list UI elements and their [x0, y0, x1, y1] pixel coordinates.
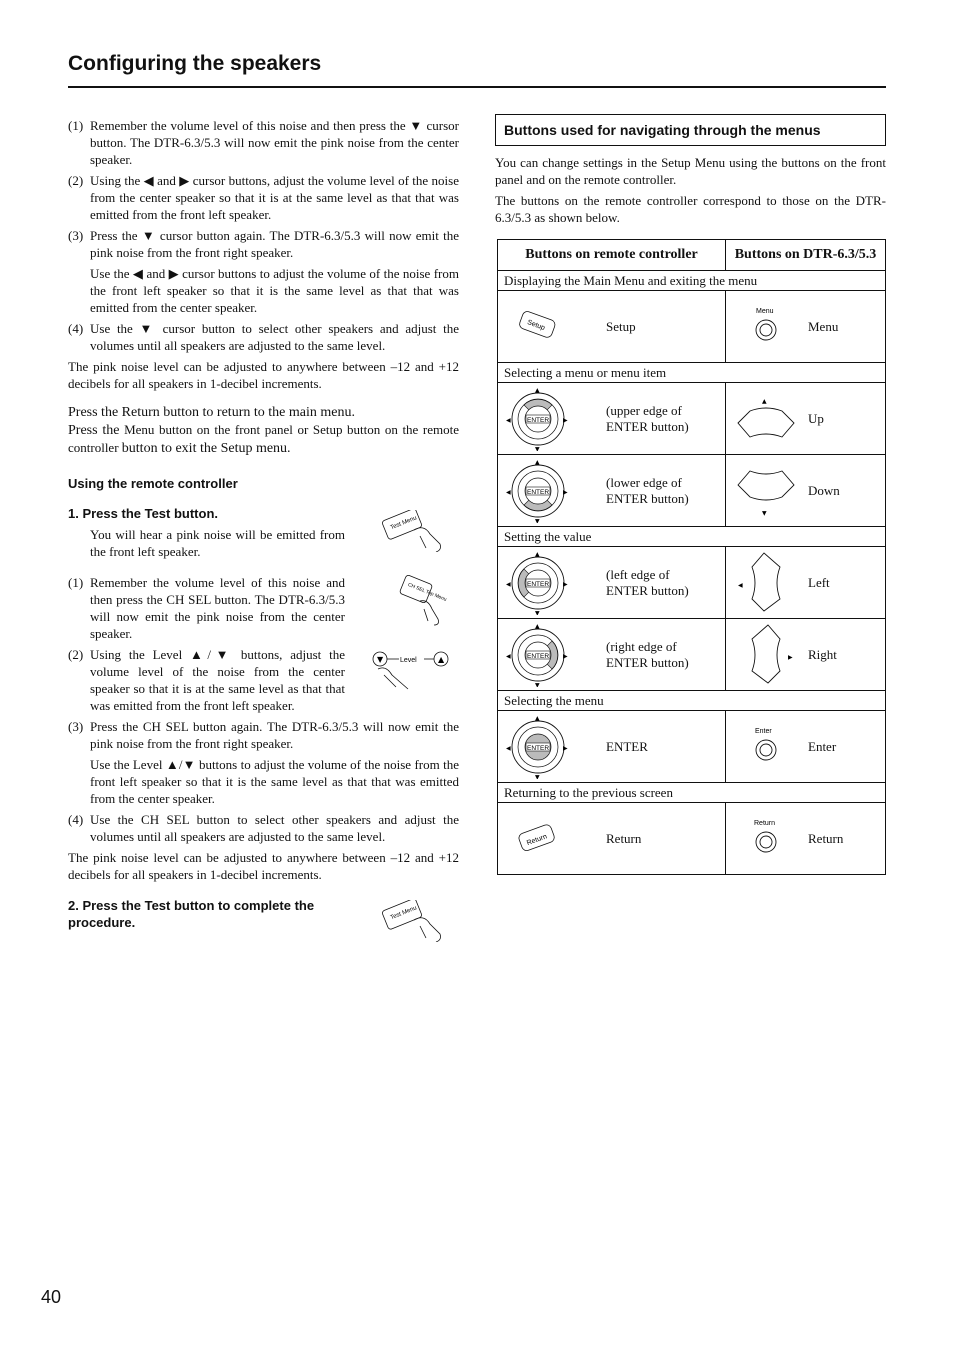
nav-buttons-heading: Buttons used for navigating through the menus	[495, 114, 886, 146]
svg-text:▶: ▶	[563, 653, 568, 660]
list-item	[68, 718, 459, 752]
remote-label-2: ENTER button)	[606, 654, 689, 670]
table-row	[498, 711, 886, 783]
enter-dial-center-icon	[506, 715, 570, 779]
svg-text:▼: ▼	[762, 510, 767, 517]
remote-label: ENTER	[606, 738, 648, 754]
svg-text:▲: ▲	[762, 398, 767, 405]
unit-label: Left	[808, 574, 830, 590]
list-item	[68, 172, 459, 223]
pink-noise-note-2: The pink noise level can be adjusted to anywhere between –12 and +12 decibels for all speakers in 1-decibel increments.	[68, 850, 459, 882]
unit-label: Enter	[808, 738, 837, 754]
nav-para-1: You can change settings in the Setup Menu using the buttons on the front panel and on the remote controller.	[495, 155, 886, 187]
remote-heading: Using the remote controller	[68, 476, 238, 491]
chsel-label: CH SEL Top Menu	[406, 581, 448, 603]
return-icon-label: Return	[525, 833, 549, 848]
item-text: Use the CH SEL button to select other speakers and adjust the volumes until all speakers are adjusted to the same level.	[90, 812, 459, 844]
remote-label-1: (lower edge of	[606, 474, 682, 490]
enter-dial-right-icon	[506, 623, 570, 687]
return-line: Press the Return button to return to the main menu.	[68, 405, 355, 420]
enter-dial-down-icon	[506, 459, 570, 523]
section-row	[498, 691, 886, 711]
unit-label: Right	[808, 646, 837, 662]
unit-label: Down	[808, 482, 840, 498]
list-item	[68, 320, 459, 354]
table-header-row	[498, 240, 886, 271]
svg-text:▲: ▲	[535, 387, 540, 394]
svg-text:▼: ▼	[535, 774, 540, 779]
list-item	[68, 811, 459, 845]
level-button-hand-icon	[368, 647, 452, 691]
table-row	[498, 619, 886, 691]
section-row	[498, 271, 886, 291]
item-text: Using the Level ▲/▼ buttons, adjust the volume level of the noise from the center speaker so that it is at the same level as that that was emitted from the front left speaker.	[90, 647, 345, 713]
step1-title: 1. Press the Test button.	[68, 506, 219, 521]
return-unit-icon-label: Return	[754, 820, 776, 827]
down-button-icon	[736, 463, 800, 519]
exit-line	[68, 421, 459, 457]
list-item	[68, 227, 459, 261]
table-row	[498, 291, 886, 363]
unit-label: Return	[808, 830, 844, 846]
item-number: (2)	[68, 647, 84, 662]
enter-dial-up-icon	[506, 387, 570, 451]
test-button-hand-icon	[380, 510, 446, 552]
svg-text:▼: ▼	[535, 518, 540, 523]
menu-icon-label: Menu	[756, 308, 774, 315]
enter-dial-left-icon	[506, 551, 570, 615]
setup-icon-label: Setup	[526, 319, 546, 332]
enter-button-icon	[752, 725, 782, 765]
enter-unit-icon-label: Enter	[755, 728, 772, 735]
table-row	[498, 455, 886, 527]
enter-icon-label: ENTER	[527, 417, 550, 424]
svg-text:▲: ▲	[535, 459, 540, 466]
return-unit-button-icon	[752, 817, 782, 857]
item-number: (3)	[68, 719, 84, 734]
item-number: (1)	[68, 118, 84, 133]
item-text: Press the CH SEL button again. The DTR-6.3/5.3 will now emit the pink noise from the front right speaker.	[90, 719, 459, 751]
svg-text:▶: ▶	[563, 745, 568, 752]
remote-step3-extra: Use the Level ▲/▼ buttons to adjust the volume of the noise from the front left speaker so that it is the same level as that that was emitted from the center speaker.	[90, 757, 459, 806]
svg-text:◀: ◀	[506, 745, 511, 752]
remote-label-2: ENTER button)	[606, 490, 689, 506]
svg-text:▲: ▲	[535, 715, 540, 722]
section-row	[498, 783, 886, 803]
item-number: (1)	[68, 575, 84, 590]
remote-label	[606, 567, 689, 599]
list-item	[68, 117, 459, 168]
remote-label	[606, 475, 689, 507]
svg-text:◀: ◀	[738, 582, 743, 589]
item-number: (3)	[68, 228, 84, 243]
up-button-icon	[736, 393, 800, 445]
section-row	[498, 363, 886, 383]
pink-noise-note: The pink noise level can be adjusted to anywhere between –12 and +12 decibels for all speakers in 1-decibel increments.	[68, 359, 459, 391]
item-number: (4)	[68, 812, 84, 827]
table-row	[498, 547, 886, 619]
section-label: Selecting the menu	[498, 691, 886, 711]
svg-text:▼: ▼	[377, 655, 384, 664]
remote-label	[606, 639, 689, 671]
right-button-icon	[736, 623, 800, 687]
remote-label-1: (left edge of	[606, 566, 670, 582]
svg-text:▼: ▼	[535, 610, 540, 615]
section-label: Setting the value	[498, 527, 886, 547]
chsel-button-hand-icon	[398, 575, 448, 627]
exit-line-a: Press the	[68, 423, 120, 438]
svg-text:▲: ▲	[535, 623, 540, 630]
table-row	[498, 803, 886, 875]
svg-text:◀: ◀	[506, 653, 511, 660]
remote-label-1: (upper edge of	[606, 402, 682, 418]
svg-text:◀: ◀	[506, 417, 511, 424]
return-button-icon	[516, 823, 560, 857]
remote-label	[606, 403, 689, 435]
svg-text:▲: ▲	[438, 655, 445, 664]
unit-label: Menu	[808, 318, 839, 334]
unit-label: Up	[808, 410, 824, 426]
svg-text:▶: ▶	[788, 654, 793, 661]
enter-icon-label: ENTER	[527, 745, 550, 752]
level-label: Level	[400, 657, 417, 664]
col-remote-header: Buttons on remote controller	[498, 240, 726, 271]
list-item	[68, 646, 345, 714]
section-label: Selecting a menu or menu item	[498, 363, 886, 383]
item-text: Press the ▼ cursor button again. The DTR-6.3/5.3 will now emit the pink noise from the front right speaker.	[90, 228, 459, 260]
item-text: Using the ◀ and ▶ cursor buttons, adjust the volume level of the noise from the center speaker so that it is at the same level as that that was emitted from the front left speaker.	[90, 173, 459, 222]
svg-text:▶: ▶	[563, 417, 568, 424]
section-row	[498, 527, 886, 547]
enter-icon-label: ENTER	[527, 489, 550, 496]
item-number: (4)	[68, 321, 84, 336]
svg-text:◀: ◀	[506, 489, 511, 496]
item-text: Remember the volume level of this noise and then press the ▼ cursor button. The DTR-6.3/5.3 will now emit the pink noise from the center speaker.	[90, 118, 459, 167]
remote-label-2: ENTER button)	[606, 582, 689, 598]
list-item	[68, 574, 345, 642]
menu-button-icon	[752, 305, 782, 345]
page-number: 40	[41, 1287, 62, 1307]
col-unit-header: Buttons on DTR-6.3/5.3	[726, 240, 886, 271]
page-title: Configuring the speakers	[68, 52, 322, 75]
exit-line-c: button to exit the Setup menu.	[121, 441, 291, 456]
svg-text:◀: ◀	[506, 581, 511, 588]
nav-para-2: The buttons on the remote controller correspond to those on the DTR-6.3/5.3 as shown below.	[495, 193, 886, 225]
exit-line-b: Menu button on the front panel or Setup button on the remote controller	[68, 422, 460, 455]
test-label: Test Menu	[389, 905, 418, 922]
setup-button-icon	[516, 309, 560, 343]
step3-extra: Use the ◀ and ▶ cursor buttons to adjust the volume of the noise from the front left speaker so that it is the same level as that that was emitted from the center speaker.	[90, 266, 459, 315]
button-map-table	[497, 239, 886, 875]
enter-icon-label: ENTER	[527, 581, 550, 588]
test-label: Test Menu	[389, 515, 418, 532]
enter-icon-label: ENTER	[527, 653, 550, 660]
svg-text:▼: ▼	[535, 446, 540, 451]
svg-text:▶: ▶	[563, 581, 568, 588]
svg-text:▼: ▼	[535, 682, 540, 687]
test-button-hand-icon-2	[380, 900, 446, 942]
left-button-icon	[736, 551, 800, 615]
item-number: (2)	[68, 173, 84, 188]
remote-label-2: ENTER button)	[606, 418, 689, 434]
table-row	[498, 383, 886, 455]
svg-text:▶: ▶	[563, 489, 568, 496]
remote-label: Setup	[606, 318, 636, 334]
item-text: Use the ▼ cursor button to select other speakers and adjust the volumes until all speakers are adjusted to the same level.	[90, 321, 459, 353]
remote-label-1: (right edge of	[606, 638, 677, 654]
step2-title: 2. Press the Test button to complete the procedure.	[68, 898, 315, 930]
step1-desc: You will hear a pink noise will be emitted from the front left speaker.	[90, 527, 345, 559]
right-column	[495, 114, 886, 230]
remote-label: Return	[606, 830, 642, 846]
section-label: Displaying the Main Menu and exiting the menu	[498, 271, 886, 291]
item-text: Remember the volume level of this noise and then press the CH SEL button. The DTR-6.3/5.3 will now emit the pink noise from the center speaker.	[90, 575, 345, 641]
svg-text:▲: ▲	[535, 551, 540, 558]
section-label: Returning to the previous screen	[498, 783, 886, 803]
title-rule	[68, 86, 886, 88]
